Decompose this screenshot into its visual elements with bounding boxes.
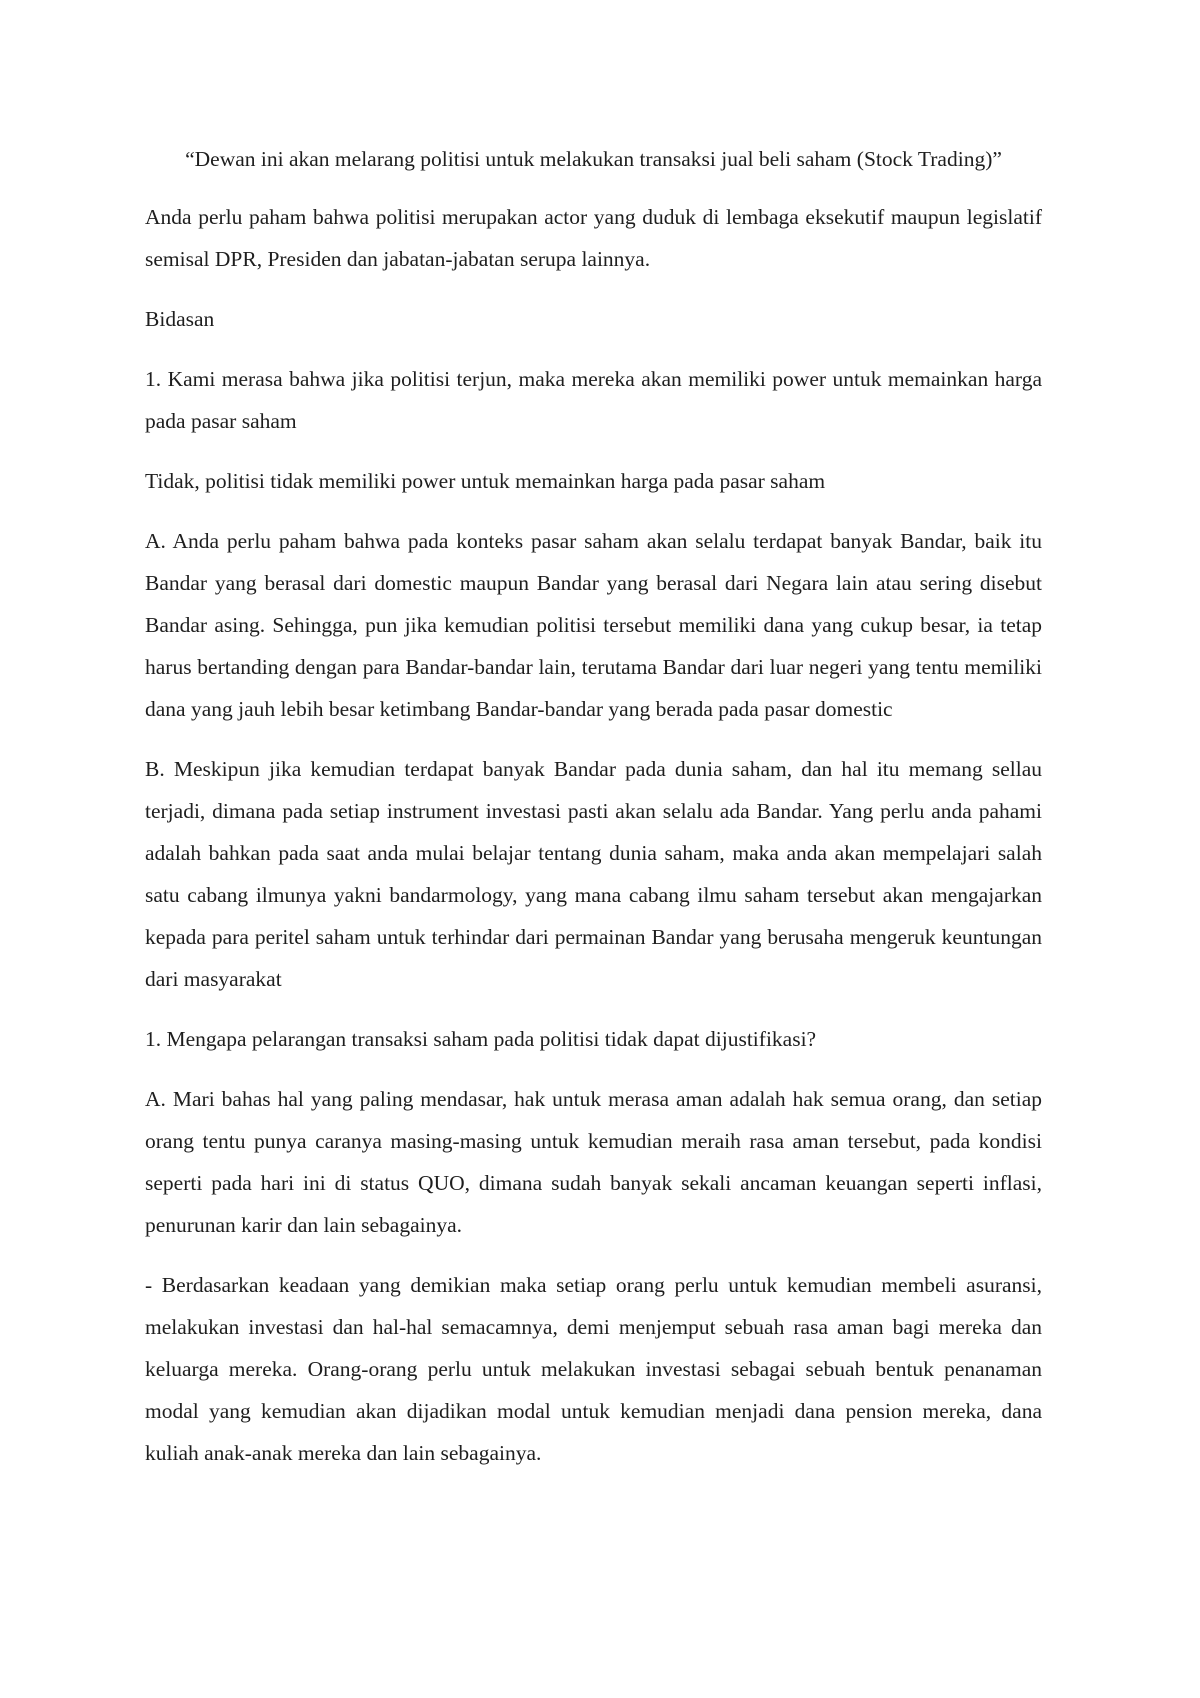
answer-bullet-paragraph: - Berdasarkan keadaan yang demikian maka setiap orang perlu untuk kemudian membeli asuransi, melakukan investasi dan hal-hal semacamnya, demi menjemput sebuah rasa aman bagi mereka dan keluarga mereka. Orang-orang perlu untuk melakukan investasi sebagai sebuah bentuk penanaman modal yang kemudian akan dijadikan modal untuk kemudian menjadi dana pension mereka, dana kuliah anak-anak mereka dan lain sebagainya. bbox=[145, 1273, 1042, 1465]
section-heading-bidasan: Bidasan bbox=[145, 307, 215, 331]
document-title: “Dewan ini akan melarang politisi untuk melakukan transaksi jual beli saham (Stock Trading)” bbox=[185, 147, 1002, 171]
answer-a-paragraph: A. Mari bahas hal yang paling mendasar, hak untuk merasa aman adalah hak semua orang, dan setiap orang tentu punya caranya masing-masing untuk kemudian meraih rasa aman tersebut, pada kondisi seperti pada hari ini di status QUO, dimana sudah banyak sekali ancaman keuangan seperti inflasi, penurunan karir dan lain sebagainya. bbox=[145, 1087, 1042, 1237]
rebuttal-response: Tidak, politisi tidak memiliki power untuk memainkan harga pada pasar saham bbox=[145, 469, 826, 493]
intro-paragraph: Anda perlu paham bahwa politisi merupakan actor yang duduk di lembaga eksekutif maupun legislatif semisal DPR, Presiden dan jabatan-jabatan serupa lainnya. bbox=[145, 205, 1042, 271]
question-heading: 1. Mengapa pelarangan transaksi saham pada politisi tidak dapat dijustifikasi? bbox=[145, 1027, 817, 1051]
rebuttal-point-1: 1. Kami merasa bahwa jika politisi terjun, maka mereka akan memiliki power untuk memainkan harga pada pasar saham bbox=[145, 367, 1042, 433]
argument-b-paragraph: B. Meskipun jika kemudian terdapat banyak Bandar pada dunia saham, dan hal itu memang sellau terjadi, dimana pada setiap instrument investasi pasti akan selalu ada Bandar. Yang perlu anda pahami adalah bahkan pada saat anda mulai belajar tentang dunia saham, maka anda akan mempelajari salah satu cabang ilmunya yakni bandarmology, yang mana cabang ilmu saham tersebut akan mengajarkan kepada para peritel saham untuk terhindar dari permainan Bandar yang berusaha mengeruk keuntungan dari masyarakat bbox=[145, 757, 1042, 991]
argument-a-paragraph: A. Anda perlu paham bahwa pada konteks pasar saham akan selalu terdapat banyak Bandar, baik itu Bandar yang berasal dari domestic maupun Bandar yang berasal dari Negara lain atau sering disebut Bandar asing. Sehingga, pun jika kemudian politisi tersebut memiliki dana yang cukup besar, ia tetap harus bertanding dengan para Bandar-bandar lain, terutama Bandar dari luar negeri yang tentu memiliki dana yang jauh lebih besar ketimbang Bandar-bandar yang berada pada pasar domestic bbox=[145, 529, 1042, 721]
